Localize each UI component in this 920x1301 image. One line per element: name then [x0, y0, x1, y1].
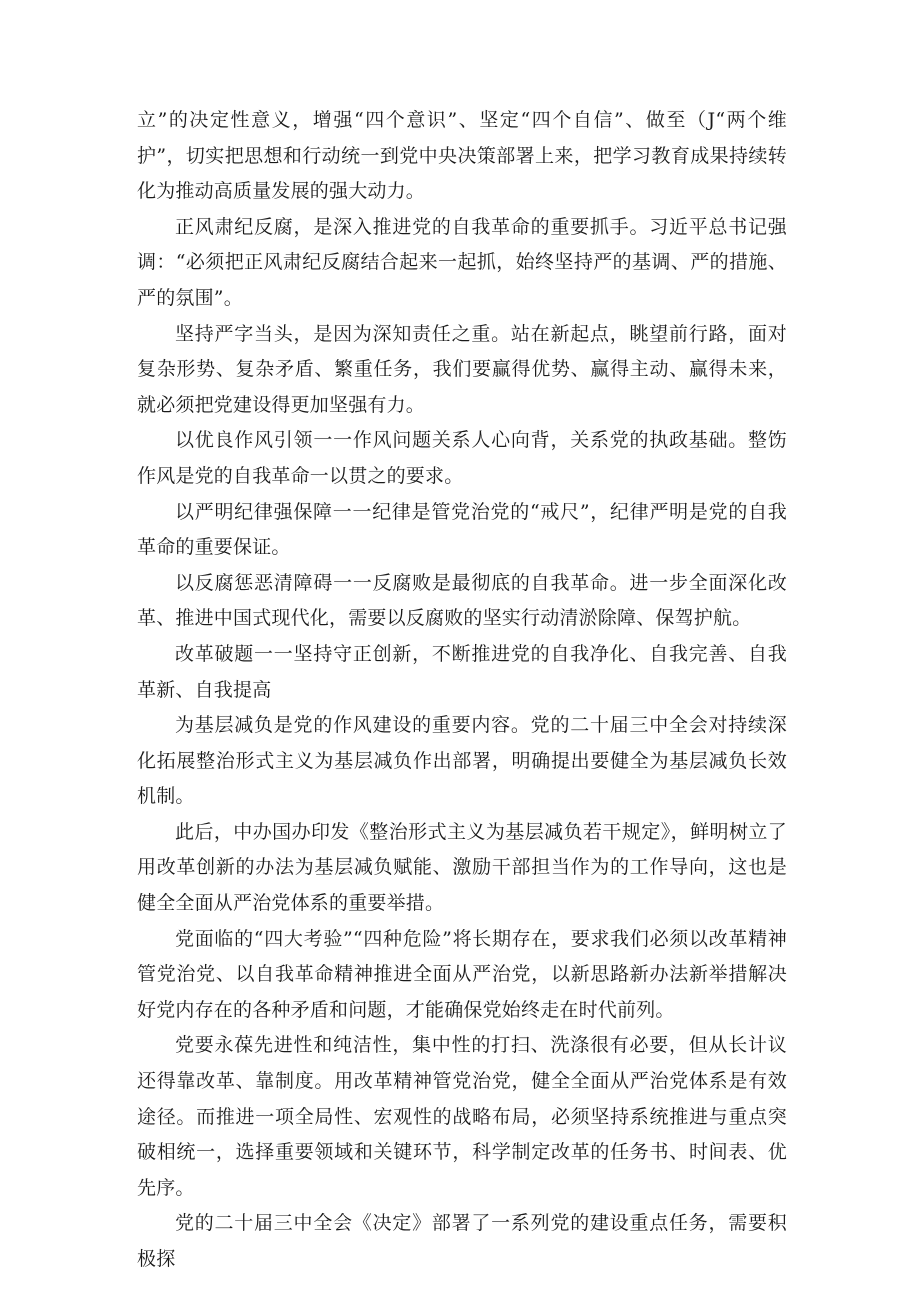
- paragraph-7: 改革破题一一坚持守正创新，不断推进党的自我净化、自我完善、自我革新、自我提高: [137, 642, 787, 701]
- document-body: [137, 103, 787, 1278]
- paragraph-6: 以反腐惩恶清障碍一一反腐败是最彻底的自我革命。进一步全面深化改革、推进中国式现代化，需要以反腐败的坚实行动清淤除障、保驾护航。: [137, 571, 787, 630]
- paragraph-5: 以严明纪律强保障一一纪律是管党治党的“戒尺”，纪律严明是党的自我革命的重要保证。: [137, 500, 787, 559]
- paragraph-12: 党的二十届三中全会《决定》部署了一系列党的建设重点任务，需要积极探: [137, 1212, 787, 1270]
- paragraph-11: 党要永葆先进性和纯洁性，集中性的打扫、洗涤很有必要，但从长计议还得靠改革、靠制度。用改革精神管党治党，健全全面从严治党体系是有效途径。而推进一项全局性、宏观性的战略布局，必须坚持系统推进与重点突破相统一，选择重要领域和关键环节，科学制定改革的任务书、时间表、优先序。: [137, 1034, 787, 1199]
- paragraph-2: 正风肃纪反腐，是深入推进党的自我革命的重要抓手。习近平总书记强调：“必须把正风肃纪反腐结合起来一起抓，始终坚持严的基调、严的措施、严的氛围”。: [137, 215, 787, 309]
- paragraph-1: 立”的决定性意义，增强“四个意识”、坚定“四个自信”、做至（J“两个维护”，切实把思想和行动统一到党中央决策部署上来，把学习教育成果持续转化为推动高质量发展的强大动力。: [137, 109, 787, 203]
- paragraph-4: 以优良作风引领一一作风问题关系人心向背，关系党的执政基础。整饬作风是党的自我革命一以贯之的要求。: [137, 429, 787, 487]
- paragraph-9: 此后，中办国办印发《整治形式主义为基层减负若干规定》，鲜明树立了用改革创新的办法为基层减负赋能、激励干部担当作为的工作导向，这也是健全全面从严治党体系的重要举措。: [137, 820, 787, 915]
- paragraph-10: 党面临的“四大考验”“四种危险”将长期存在，要求我们必须以改革精神管党治党、以自我革命精神推进全面从严治党，以新思路新办法新举措解决好党内存在的各种矛盾和问题，才能确保党始终走在时代前列。: [137, 927, 787, 1021]
- paragraph-8: 为基层减负是党的作风建设的重要内容。党的二十届三中全会对持续深化拓展整治形式主义为基层减负作出部署，明确提出要健全为基层减负长效机制。: [137, 714, 787, 808]
- paragraph-3: 坚持严字当头，是因为深知责任之重。站在新起点，眺望前行路，面对复杂形势、复杂矛盾、繁重任务，我们要赢得优势、赢得主动、赢得未来，就必须把党建设得更加坚强有力。: [137, 322, 787, 416]
